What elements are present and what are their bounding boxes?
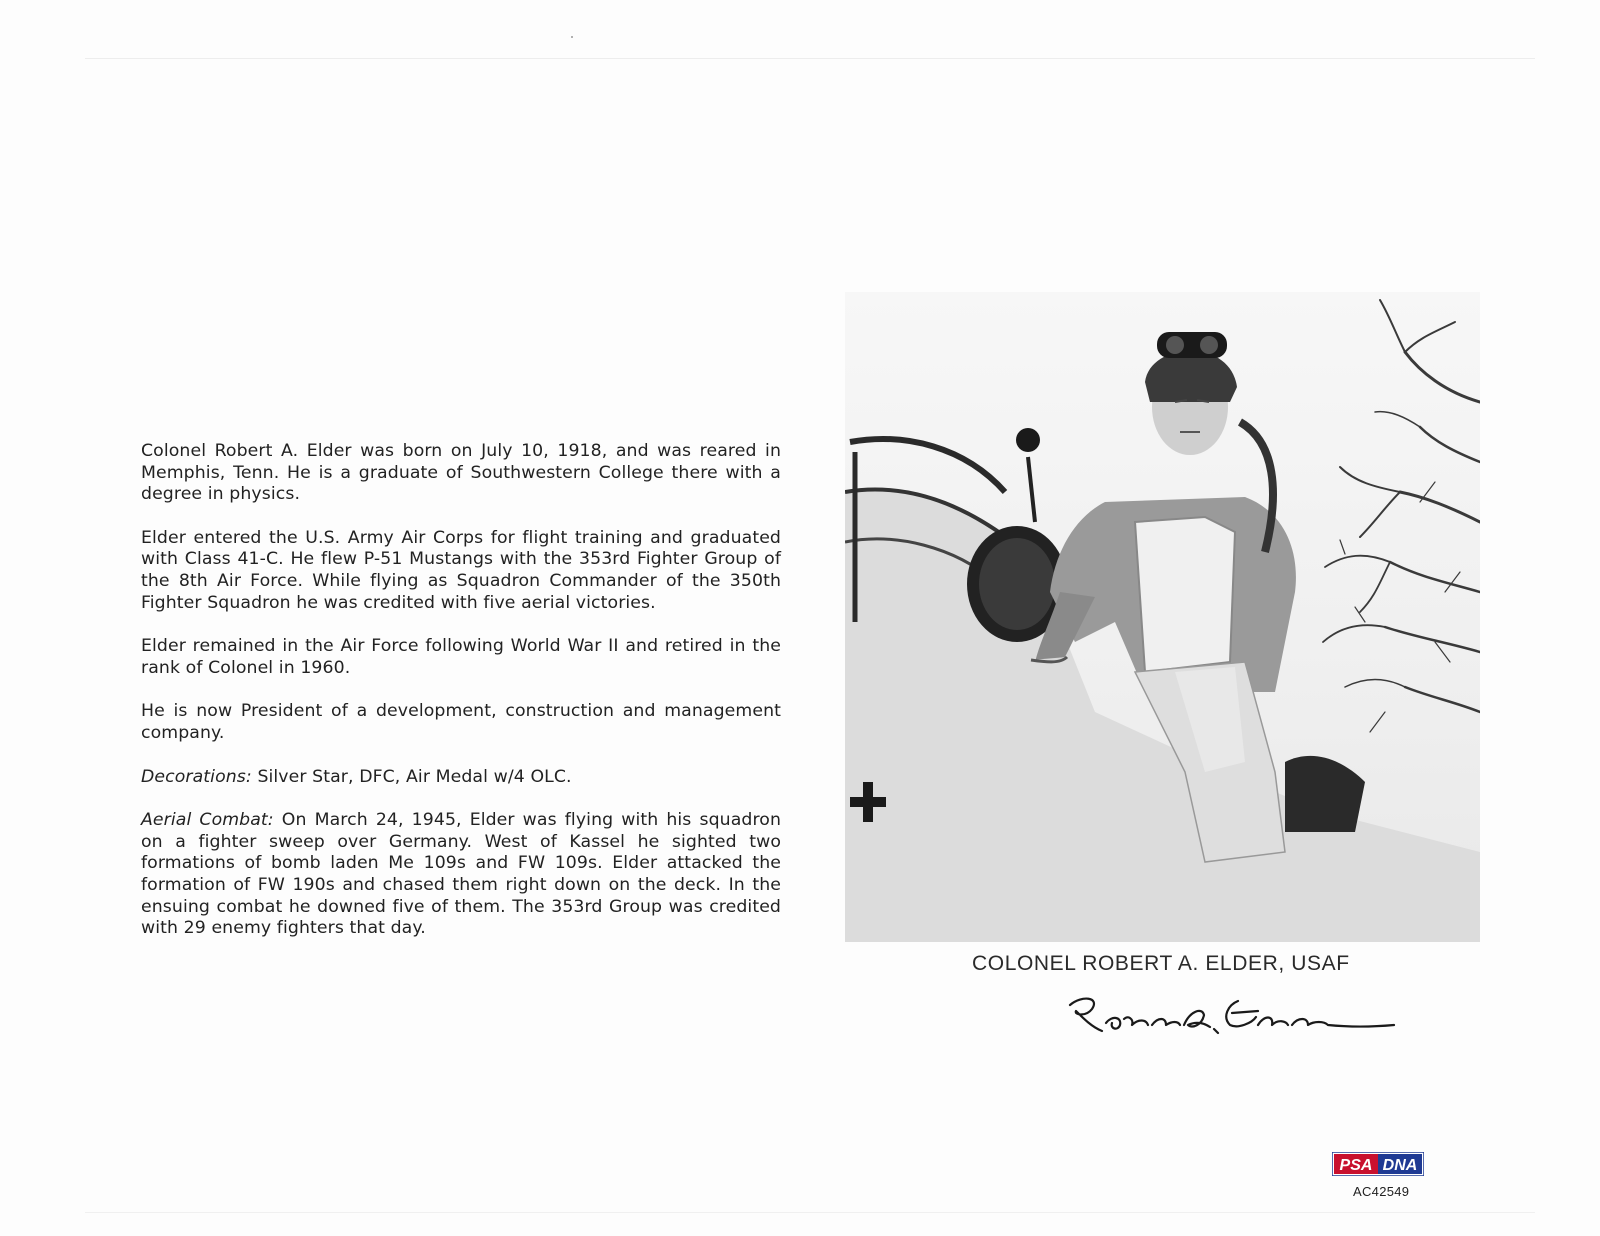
bottom-edge-line <box>85 1212 1535 1213</box>
bio-paragraph-career: He is now President of a development, construction and management company. <box>141 701 781 743</box>
bio-paragraph-training: Elder entered the U.S. Army Air Corps for flight training and graduated with Class 41-C. He flew P-51 Mustangs with the 353rd Fighter Group of the 8th Air Force. While flying as Squadron Commander of the 350th Fighter Squadron he was credited with five aerial victories. <box>141 527 781 613</box>
bio-paragraph-aerial-combat: Aerial Combat: On March 24, 1945, Elder was flying with his squadron on a fighter sweep over Germany. West of Kassel he sighted two formations of bomb laden Me 109s and FW 109s. Elder attacked the formation of FW 190s and chased them right down on the deck. In the ensuing combat he downed five of them. The 353rd Group was credited with 29 enemy fighters that day. <box>141 810 781 939</box>
psa-logo-text: PSA <box>1339 1157 1373 1174</box>
bio-paragraph-decorations: Decorations: Silver Star, DFC, Air Medal w/4 OLC. <box>141 766 572 787</box>
bio-paragraph-birth: Colonel Robert A. Elder was born on July 10, 1918, and was reared in Memphis, Tenn. He is a graduate of Southwestern College there with a degree in physics. <box>141 441 781 505</box>
psa-dna-logo <box>1332 1152 1424 1176</box>
dust-speck <box>571 36 573 38</box>
pilot-photograph-illustration <box>845 292 1480 942</box>
photo-caption: COLONEL ROBERT A. ELDER, USAF <box>972 952 1350 975</box>
pilot-photograph <box>845 292 1480 942</box>
authentication-certificate-number: AC42549 <box>1353 1184 1410 1199</box>
biography-text <box>141 441 781 962</box>
handwritten-signature <box>1062 985 1402 1045</box>
bio-paragraph-retirement: Elder remained in the Air Force following World War II and retired in the rank of Colonel in 1960. <box>141 636 781 678</box>
top-edge-line <box>85 58 1535 59</box>
dna-logo-text: DNA <box>1382 1157 1418 1174</box>
